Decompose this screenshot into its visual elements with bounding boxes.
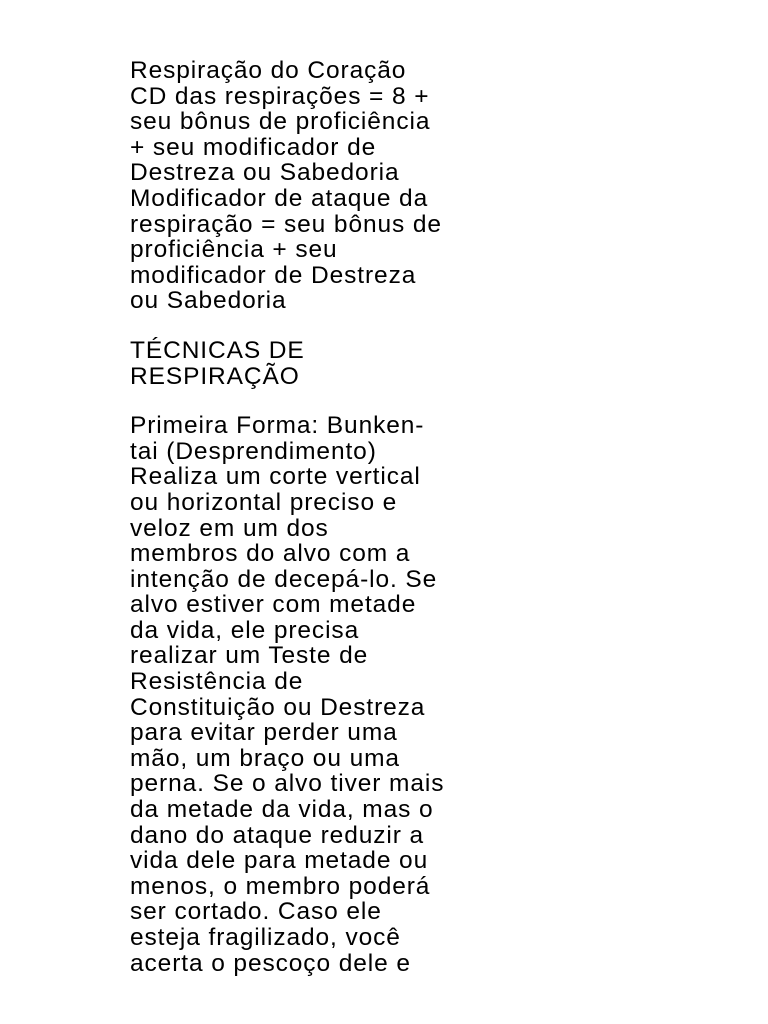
section-heading [130, 338, 650, 389]
text-line: mão, um braço ou uma [130, 744, 400, 772]
text-line: veloz em um dos [130, 514, 329, 542]
text-line: menos, o membro poderá [130, 872, 431, 900]
paragraph-gap [130, 314, 650, 338]
text-line: dano do ataque reduzir a [130, 821, 425, 849]
text-line: vida dele para metade ou [130, 847, 429, 875]
text-line: perna. Se o alvo tiver mais [130, 770, 445, 798]
text-line: Destreza ou Sabedoria [130, 159, 400, 187]
text-line: da vida, ele precisa [130, 616, 360, 644]
text-line: membros do alvo com a [130, 540, 411, 568]
text-line: CD das respirações = 8 + [130, 82, 430, 110]
text-line: Realiza um corte vertical [130, 463, 421, 491]
breath-stats-block [130, 58, 650, 314]
text-line: respiração = seu bônus de [130, 210, 442, 238]
text-line: acerta o pescoço dele e [130, 949, 411, 977]
text-line: tai (Desprendimento) [130, 437, 377, 465]
text-line: seu bônus de proficiência [130, 108, 431, 136]
paragraph-gap [130, 389, 650, 413]
text-line: para evitar perder uma [130, 719, 398, 747]
text-line: esteja fragilizado, você [130, 924, 401, 951]
text-line: intenção de decepá-lo. Se [130, 565, 438, 593]
heading-line: TÉCNICAS DE [130, 336, 305, 364]
heading-line: RESPIRAÇÃO [130, 362, 300, 390]
text-line: ou Sabedoria [130, 287, 287, 315]
text-line: proficiência + seu [130, 236, 338, 264]
document-page [130, 58, 650, 976]
text-line: realizar um Teste de [130, 642, 369, 670]
text-line: modificador de Destreza [130, 261, 417, 289]
text-line: Primeira Forma: Bunken- [130, 412, 425, 440]
text-line: Modificador de ataque da [130, 184, 429, 212]
text-line: da metade da vida, mas o [130, 796, 434, 824]
text-line: ser cortado. Caso ele [130, 898, 382, 926]
text-line: + seu modificador de [130, 133, 377, 161]
text-line: Constituição ou Destreza [130, 693, 426, 721]
text-line: ou horizontal preciso e [130, 488, 398, 516]
text-line: Resistência de [130, 668, 304, 696]
text-line: Respiração do Coração [130, 57, 407, 84]
first-form-paragraph [130, 413, 650, 976]
text-line: alvo estiver com metade [130, 591, 417, 619]
